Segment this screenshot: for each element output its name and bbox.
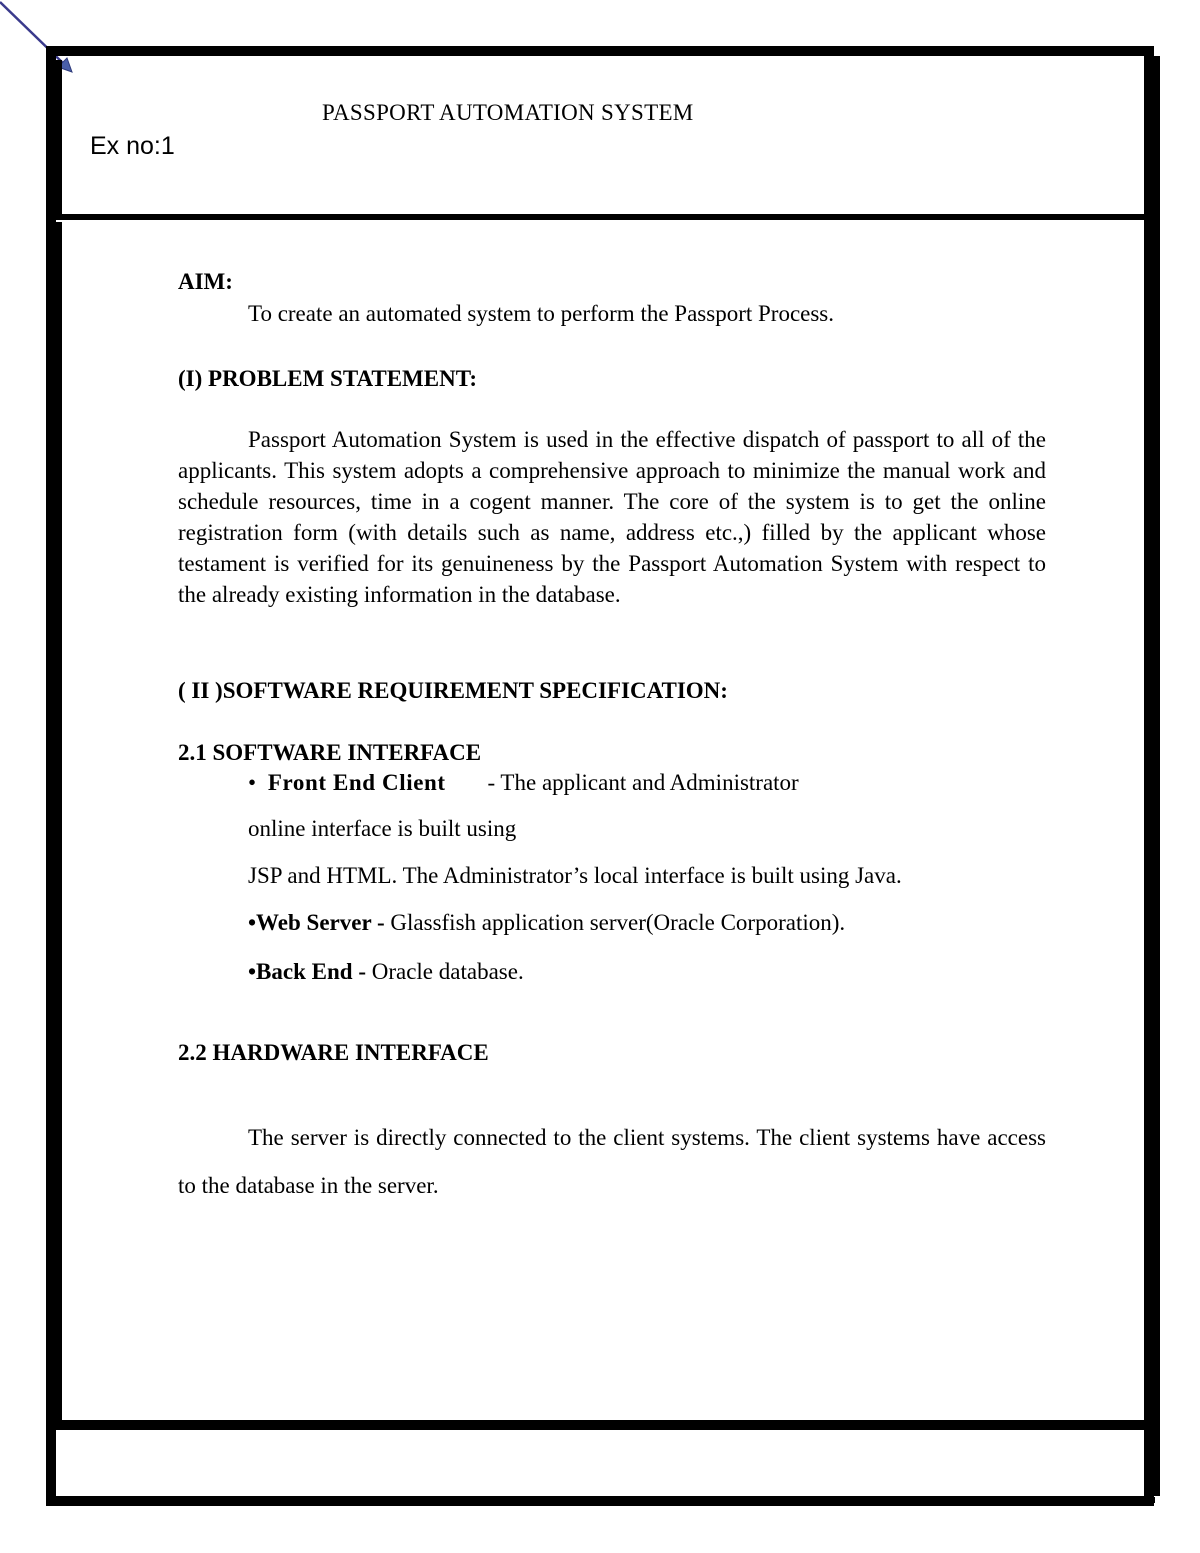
problem-text: Passport Automation System is used in the effective dispatch of passport to all of the applicants. This system adopts a comprehensive approach to minimize the manual work and schedule resources, time in a cogent manner. The core of the system is to get the online registration form (with details such as name, address etc.,) filled by the applicant whose testament is verified for its genuineness by the Passport Automation System with respect to the already existing information in the database. [178, 427, 1046, 607]
web-server-label: •Web Server - [248, 910, 385, 935]
document-title: PASSPORT AUTOMATION SYSTEM [322, 100, 694, 125]
footer-box [56, 1430, 1148, 1498]
aim-text: To create an automated system to perform the Passport Process. [248, 301, 835, 326]
front-end-line3: JSP and HTML. The Administrator’s local interface is built using Java. [248, 863, 902, 888]
bullet: • [248, 770, 257, 795]
footer-rule [56, 1420, 1150, 1430]
front-end-item [248, 770, 799, 796]
srs-heading: ( II )SOFTWARE REQUIREMENT SPECIFICATION: [178, 678, 728, 703]
header-box [56, 60, 1148, 220]
content-box [56, 222, 1148, 1422]
hardware-interface-text: The server is directly connected to the client systems. The client systems have access to the database in the server. [178, 1125, 1046, 1198]
front-end-line2: online interface is built using [248, 816, 517, 841]
border-shadow-right [1150, 56, 1160, 1496]
front-end-label: Front End Client [267, 770, 446, 795]
web-server-item [248, 910, 845, 936]
aim-heading: AIM: [178, 269, 233, 294]
web-server-desc: Glassfish application server(Oracle Corporation). [390, 910, 846, 935]
software-interface-heading: 2.1 SOFTWARE INTERFACE [178, 740, 482, 765]
exercise-number: Ex no:1 [90, 132, 175, 160]
back-end-desc: Oracle database. [371, 959, 524, 984]
back-end-item [248, 959, 524, 985]
front-end-desc: - The applicant and Administrator [487, 770, 799, 795]
hardware-interface-heading: 2.2 HARDWARE INTERFACE [178, 1040, 489, 1065]
back-end-label: •Back End - [248, 959, 366, 984]
problem-heading: (I) PROBLEM STATEMENT: [178, 366, 478, 391]
